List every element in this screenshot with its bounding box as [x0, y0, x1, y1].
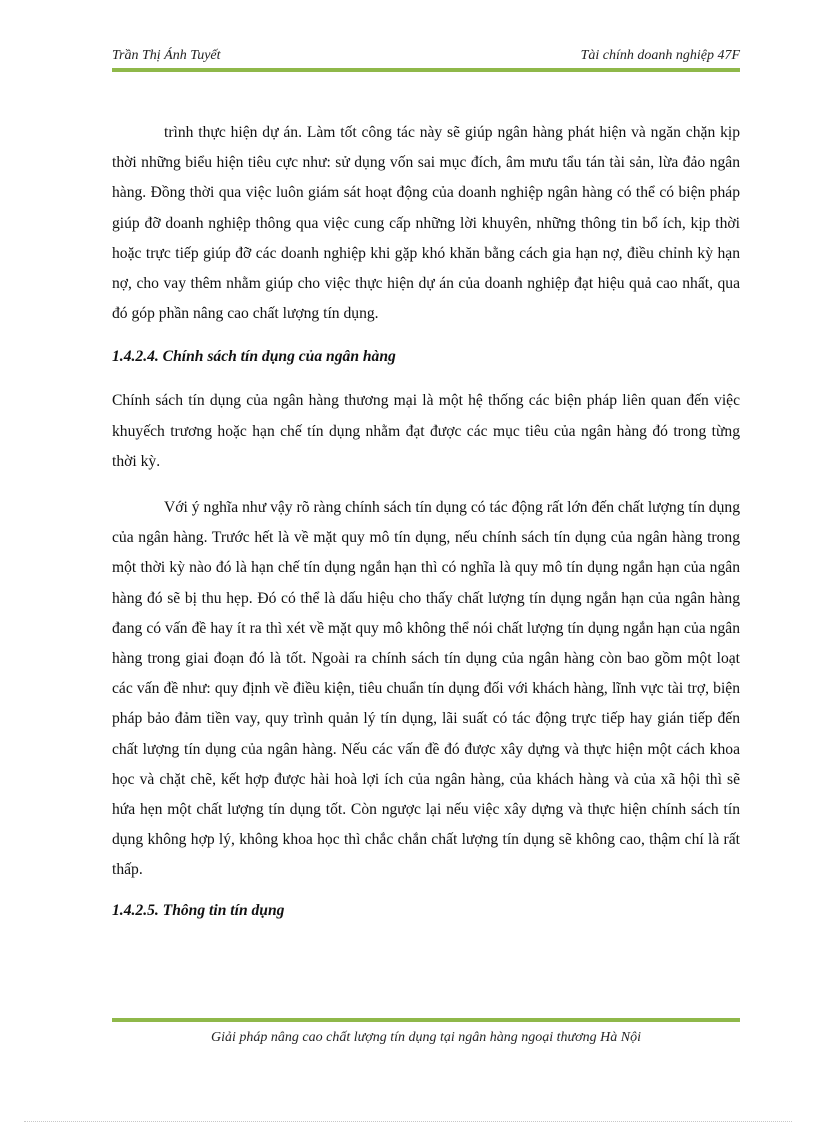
page-bottom-edge: [24, 1121, 792, 1122]
page-footer: Giải pháp nâng cao chất lượng tín dụng tại ngân hàng ngoại thương Hà Nội: [211, 1030, 641, 1045]
page-header: [112, 46, 740, 66]
body-paragraph-1: trình thực hiện dự án. Làm tốt công tác này sẽ giúp ngân hàng phát hiện và ngăn chặn kịp thời những biểu hiện tiêu cực như: sử dụng vốn sai mục đích, âm mưu tẩu tán tài sản, lừa đảo ngân hàng. Đồng thời qua việc luôn giám sát hoạt động của doanh nghiệp ngân hàng có thể có biện pháp giúp đỡ doanh nghiệp thông qua việc cung cấp những lời khuyên, những thông tin bổ ích, kịp thời hoặc trực tiếp giúp đỡ các doanh nghiệp khi gặp khó khăn bằng cách gia hạn nợ, điều chỉnh kỳ hạn nợ, cho vay thêm nhằm giúp cho việc thực hiện dự án của doanh nghiệp đạt hiệu quả cao nhất, qua đó góp phần nâng cao chất lượng tín dụng.: [112, 124, 740, 323]
body-paragraph-2: Chính sách tín dụng của ngân hàng thương mại là một hệ thống các biện pháp liên quan đến việc khuyếch trương hoặc hạn chế tín dụng nhằm đạt được các mục tiêu của ngân hàng đó trong từng thời kỳ.: [112, 392, 740, 470]
header-course: Tài chính doanh nghiệp 47F: [580, 48, 740, 63]
body-paragraph-3: Với ý nghĩa như vậy rõ ràng chính sách tín dụng có tác động rất lớn đến chất lượng tín dụng của ngân hàng. Trước hết là về mặt quy mô tín dụng, nếu chính sách tín dụng của ngân hàng trong một thời kỳ nào đó là hạn chế tín dụng ngắn hạn thì có nghĩa là quy mô tín dụng ngắn hạn của ngân hàng đó sẽ bị thu hẹp. Đó có thể là dấu hiệu cho thấy chất lượng tín dụng ngắn hạn của ngân hàng đang có vấn đề hay ít ra thì xét về mặt quy mô không thể nói chất lượng tín dụng ngắn hạn của ngân hàng trong giai đoạn đó là tốt. Ngoài ra chính sách tín dụng của ngân hàng còn bao gồm một loạt các vấn đề như: quy định về điều kiện, tiêu chuẩn tín dụng đối với khách hàng, lĩnh vực tài trợ, biện pháp bảo đảm tiền vay, quy trình quản lý tín dụng, lãi suất có tác động trực tiếp hay gián tiếp đến chất lượng tín dụng của ngân hàng. Nếu các vấn đề đó được xây dựng và thực hiện một cách khoa học và chặt chẽ, kết hợp được hài hoà lợi ích của ngân hàng, của khách hàng và của xã hội thì sẽ hứa hẹn một chất lượng tín dụng tốt. Còn ngược lại nếu việc xây dựng và thực hiện chính sách tín dụng không hợp lý, không khoa học thì chắc chắn chất lượng tín dụng sẽ không cao, thậm chí là rất thấp.: [112, 499, 740, 879]
footer-divider: [112, 1018, 740, 1022]
header-author: Trần Thị Ánh Tuyết: [112, 48, 221, 63]
page-body: [112, 118, 740, 926]
section-heading-1-4-2-5: 1.4.2.5. Thông tin tín dụng: [112, 901, 285, 919]
header-divider: [112, 68, 740, 72]
section-heading-1-4-2-4: 1.4.2.4. Chính sách tín dụng của ngân hàng: [112, 348, 396, 366]
